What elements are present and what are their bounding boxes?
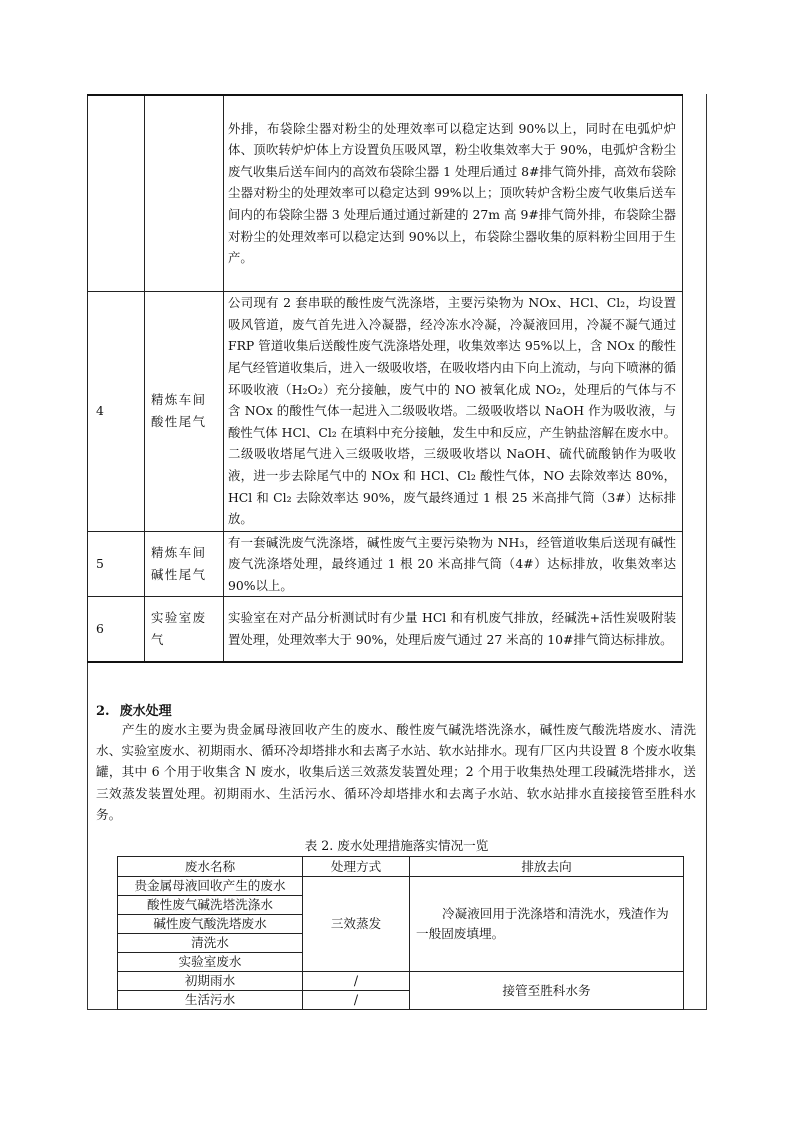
header-treatment-method: 处理方式 [303, 857, 410, 877]
treatment-method: / [303, 972, 410, 991]
wastewater-name: 实验室废水 [118, 953, 303, 972]
discharge-destination [410, 877, 684, 972]
header-wastewater-name: 废水名称 [118, 857, 303, 877]
header-discharge-destination: 排放去向 [410, 857, 684, 877]
wastewater-name: 碱性废气酸洗塔废水 [118, 915, 303, 934]
waste-gas-measures-table [87, 94, 683, 663]
section-title: 废水处理 [119, 704, 172, 719]
gas-source: 精炼车间酸性尾气 [145, 291, 224, 531]
discharge-destination: 接管至胜科水务 [410, 972, 684, 1010]
row-number: 6 [88, 597, 145, 662]
table-row [118, 972, 684, 991]
wastewater-name: 生活污水 [118, 991, 303, 1010]
gas-source: 实验室废气 [145, 597, 224, 662]
wastewater-measures-table [117, 856, 684, 1010]
treatment-measure: 有一套碱洗废气洗涤塔，碱性废气主要污染物为 NH₃，经管道收集后送现有碱性废气洗涤塔处理，最终通过 1 根 20 米高排气筒（4#）达标排放，收集效率达 90%以上。 [224, 531, 683, 597]
wastewater-name: 贵金属母液回收产生的废水 [118, 877, 303, 896]
table-row [118, 877, 684, 896]
row-number: 4 [88, 291, 145, 531]
treatment-method: / [303, 991, 410, 1010]
treatment-method: 三效蒸发 [303, 877, 410, 972]
treatment-measure: 外排，布袋除尘器对粉尘的处理效率可以稳定达到 90%以上，同时在电弧炉炉体、顶吹转炉炉体上方设置负压吸风罩，粉尘收集效率大于 90%，电弧炉含粉尘废气收集后送车间内的高效布袋除尘器 1 处理后通过 8#排气筒外排，高效布袋除尘器对粉尘的处理效率可以稳定达到 99%以上；顶吹转炉含粉尘废气收集后送车间内的布袋除尘器 3 处理后通过通过新建的 27m 高 9#排气筒外排，布袋除尘器对粉尘的处理效率可以稳定达到 90%以上，布袋除尘器收集的原料粉尘回用于生产。 [224, 95, 683, 291]
wastewater-name: 酸性废气碱洗塔洗涤水 [118, 896, 303, 915]
gas-source [145, 95, 224, 291]
gas-source: 精炼车间碱性尾气 [145, 531, 224, 597]
wastewater-name: 清洗水 [118, 934, 303, 953]
treatment-measure: 实验室在对产品分析测试时有少量 HCl 和有机废气排放，经碱洗+活性炭吸附装置处理，处理效率大于 90%，处理后废气通过 27 米高的 10#排气筒达标排放。 [224, 597, 683, 662]
section-number: 2. [96, 704, 110, 719]
table-header-row [118, 857, 684, 877]
table-row [88, 597, 683, 662]
table-row [88, 531, 683, 597]
section-paragraph: 产生的废水主要为贵金属母液回收产生的废水、酸性废气碱洗塔洗涤水，碱性废气酸洗塔废水、清洗水、实验室废水、初期雨水、循环冷却塔排水和去离子水站、软水站排水。现有厂区内共设置 8 个废水收集罐，其中 6 个用于收集含 N 废水，收集后送三效蒸发装置处理；2 个用于收集热处理工段碱洗塔排水，送三效蒸发装置处理。初期雨水、生活污水、循环冷却塔排水和去离子水站、软水站排水直接接管至胜科水务。 [96, 722, 696, 822]
section-heading [96, 700, 172, 719]
row-number: 5 [88, 531, 145, 597]
treatment-measure: 公司现有 2 套串联的酸性废气洗涤塔，主要污染物为 NOx、HCl、Cl₂，均设置吸风管道，废气首先进入冷凝器，经冷冻水冷凝，冷凝液回用，冷凝不凝气通过 FRP 管道收集后送酸性废气洗涤塔处理，收集效率达 95%以上，含 NOx 的酸性尾气经管道收集后，进入一级吸收塔，在吸收塔内由下向上流动，与向下喷淋的循环吸收液（H₂O₂）充分接触，废气中的 NO 被氧化成 NO₂，处理后的气体与不含 NOx 的酸性气体一起进入二级吸收塔。二级吸收塔以 NaOH 作为吸收液，与酸性气体 HCl、Cl₂ 在填料中充分接触，发生中和反应，产生钠盐溶解在废水中。二级吸收塔尾气进入三级吸收塔，三级吸收塔以 NaOH、硫代硫酸钠作为吸收液，进一步去除尾气中的 NOx 和 HCl、Cl₂ 酸性气体，NO 去除效率达 80%，HCl 和 Cl₂ 去除效率达 90%，废气最终通过 1 根 25 米高排气筒（3#）达标排放。 [224, 291, 683, 531]
row-number [88, 95, 145, 291]
destination-text: 冷凝液回用于洗涤塔和清洗水，残渣作为一般固废填埋。 [416, 906, 669, 941]
table-row [88, 291, 683, 531]
wastewater-name: 初期雨水 [118, 972, 303, 991]
table-caption: 表 2. 废水处理措施落实情况一览 [304, 838, 489, 853]
table-row [88, 95, 683, 291]
